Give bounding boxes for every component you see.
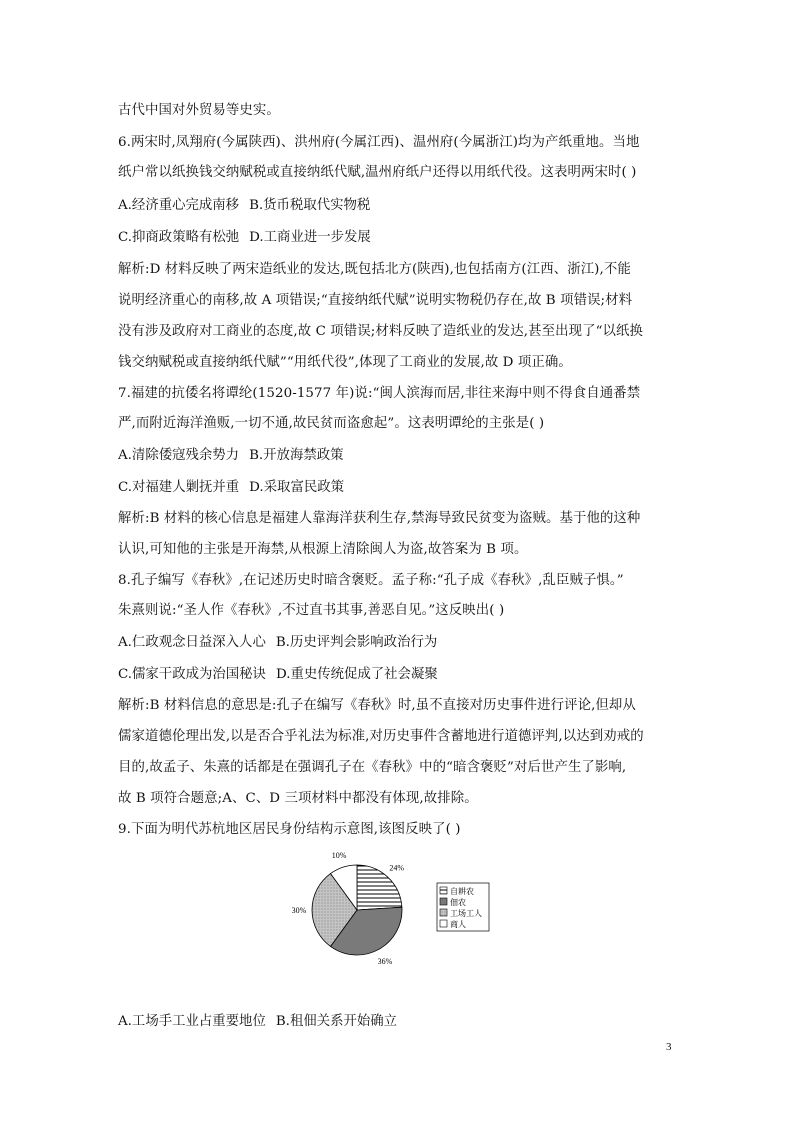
q7-option-d: D.采取富民政策 [249, 480, 345, 495]
q9-options-row-1 [118, 1012, 397, 1032]
q9-option-b: B.租佃关系开始确立 [275, 1014, 398, 1029]
q6-stem-line-2: 纸户常以纸换钱交纳赋税或直接纳纸代赋,温州府纸户还得以用纸代役。这表明两宋时( ) [118, 165, 637, 180]
q7-option-a: A.清除倭寇残余势力 [118, 448, 240, 463]
q8-analysis-line-2: 儒家道德伦理出发,以是否合乎礼法为标准,对历史事件含蓄地进行道德评判,以达到劝戒的 [118, 729, 644, 744]
q7-option-b: B.开放海禁政策 [249, 448, 344, 463]
page-number: 3 [666, 1041, 672, 1053]
q8-stem-line-1: 8.孔子编写《春秋》,在记述历史时暗含褒贬。孟子称:“孔子成《春秋》,乱臣贼子惧。” [118, 573, 624, 588]
q7-options-row-1 [118, 446, 344, 466]
q9-option-a: A.工场手工业占重要地位 [118, 1014, 266, 1029]
legend-swatch-0 [440, 887, 447, 894]
q8-analysis-line-1: 解析:B 材料信息的意思是:孔子在编写《春秋》时,虽不直接对历史事件进行评论,但却从 [118, 698, 636, 713]
q9-stem: 9.下面为明代苏杭地区居民身份结构示意图,该图反映了( ) [118, 822, 461, 837]
q8-options-row-1 [118, 633, 437, 653]
q7-stem-line-1: 7.福建的抗倭名将谭纶(1520-1577 年)说:“闽人滨海而居,非往来海中则不得食自通番禁 [118, 386, 641, 401]
q7-options-row-2 [118, 478, 344, 498]
q6-analysis-line-2: 说明经济重心的南移,故 A 项错误;“直接纳纸代赋”说明实物税仍存在,故 B 项错误;材料 [118, 293, 633, 308]
q6-analysis-line-3: 没有涉及政府对工商业的态度,故 C 项错误;材料反映了造纸业的发达,甚至出现了“以纸换 [118, 324, 643, 339]
q8-analysis-line-4: 故 B 项符合题意;A、C、D 三项材料中都没有体现,故排除。 [118, 791, 478, 806]
q8-stem-line-2: 朱熹则说:“圣人作《春秋》,不过直书其事,善恶自见。”这反映出( ) [118, 603, 505, 618]
q8-option-b: B.历史评判会影响政治行为 [275, 635, 438, 650]
q8-option-d: D.重史传统促成了社会凝聚 [275, 667, 438, 682]
q6-analysis-line-4: 钱交纳赋税或直接纳纸代赋”“用纸代役”,体现了工商业的发展,故 D 项正确。 [118, 355, 572, 370]
pie-chart [291, 848, 500, 966]
legend-label-0: 自耕农 [450, 887, 474, 896]
legend-label-1: 佃农 [450, 898, 466, 907]
q6-options-row-1 [118, 196, 370, 216]
legend-label-3: 商人 [450, 920, 466, 929]
q7-analysis-line-1: 解析:B 材料的核心信息是福建人靠海洋获利生存,禁海导致民贫变为盗贼。基于他的这种 [118, 511, 641, 526]
legend-swatch-3 [440, 920, 447, 927]
pie-chart-svg [291, 848, 500, 966]
q6-option-a: A.经济重心完成南移 [118, 198, 240, 213]
q6-analysis-line-1: 解析:D 材料反映了两宋造纸业的发达,既包括北方(陕西),也包括南方(江西、浙江),不能 [118, 262, 631, 277]
q7-analysis-line-2: 认识,可知他的主张是开海禁,从根源上清除闽人为盗,故答案为 B 项。 [118, 542, 528, 557]
legend-swatch-1 [440, 898, 447, 905]
q8-analysis-line-3: 目的,故孟子、朱熹的话都是在强调孔子在《春秋》中的“暗含褒贬”对后世产生了影响, [118, 760, 627, 775]
q6-option-d: D.工商业进一步发展 [249, 230, 371, 245]
q7-stem-line-2: 严,而附近海洋渔贩,一切不通,故民贫而盗愈起”。这表明谭纶的主张是( ) [118, 416, 545, 431]
q6-option-b: B.货币税取代实物税 [249, 198, 371, 213]
legend-label-2: 工场工人 [450, 909, 482, 918]
intro-tail: 古代中国对外贸易等史实。 [118, 103, 280, 118]
q8-option-c: C.儒家干政成为治国秘诀 [118, 667, 266, 682]
pie-slice-label-2: 30% [291, 906, 307, 915]
q8-option-a: A.仁政观念日益深入人心 [118, 635, 266, 650]
pie-slice-label-0: 24% [389, 863, 405, 873]
legend-swatch-2 [440, 909, 447, 916]
q6-stem-line-1: 6.两宋时,凤翔府(今属陕西)、洪州府(今属江西)、温州府(今属浙江)均为产纸重地。当地 [118, 135, 640, 150]
q6-option-c: C.抑商政策略有松弛 [118, 230, 240, 245]
q7-option-c: C.对福建人剿抚并重 [118, 480, 240, 495]
pie-slice-label-3: 10% [331, 850, 347, 860]
q8-options-row-2 [118, 665, 438, 685]
pie-slice-label-1: 36% [377, 956, 393, 966]
q6-options-row-2 [118, 228, 371, 248]
